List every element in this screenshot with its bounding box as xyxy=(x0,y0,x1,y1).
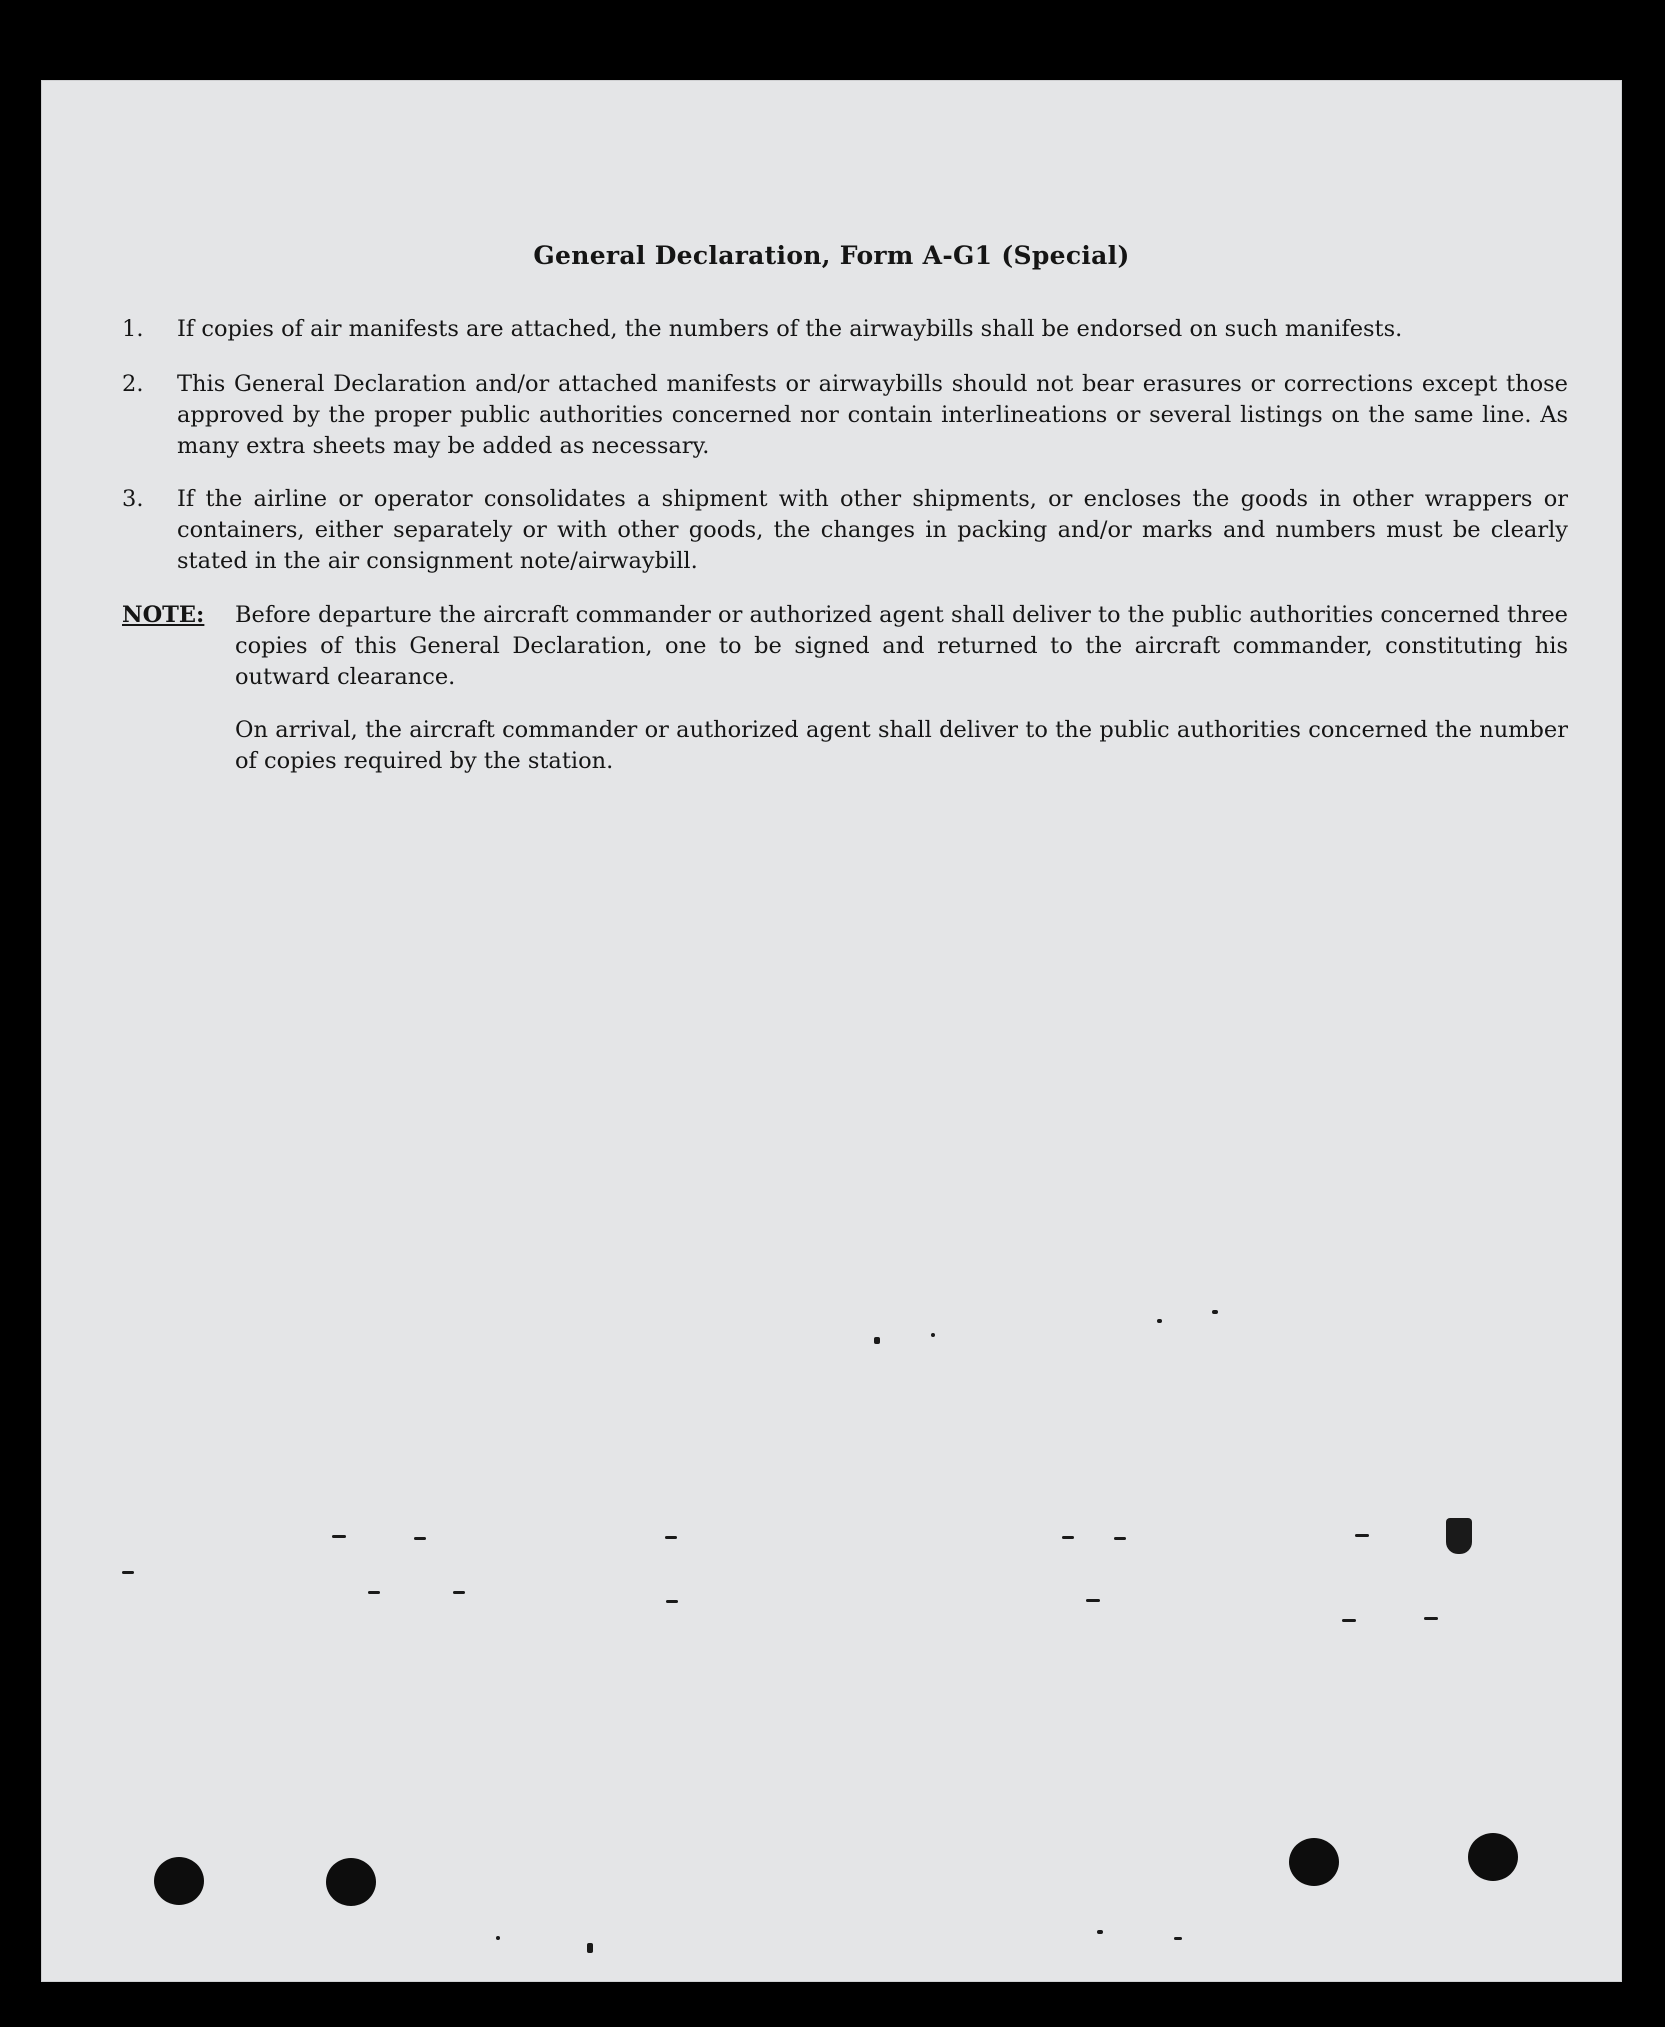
speck xyxy=(332,1535,346,1538)
speck xyxy=(1157,1319,1162,1323)
punch-hole xyxy=(1468,1833,1518,1881)
item-text: If the airline or operator consolidates a shipment with other shipments, or encloses the goods in other wrappers or containers, either separately or with other goods, the changes in packing and/or marks and numbers must be clearly stated in the air consignment note/airwaybill. xyxy=(177,486,1568,574)
speck xyxy=(453,1591,465,1594)
punch-hole xyxy=(326,1858,376,1906)
item-number: 1. xyxy=(122,316,144,342)
speck xyxy=(1355,1534,1369,1537)
item-text: If copies of air manifests are attached, the numbers of the airwaybills shall be endorsed on such manifests. xyxy=(177,316,1403,342)
instruction-item-1 xyxy=(122,314,1568,345)
note-section xyxy=(122,600,1568,693)
ink-blot xyxy=(1446,1518,1472,1554)
speck xyxy=(414,1537,426,1540)
speck xyxy=(931,1333,935,1337)
note-text: Before departure the aircraft commander or authorized agent shall deliver to the public authorities concerned three copies of this General Declaration, one to be signed and returned to the aircraft commander, constituting his outward clearance. xyxy=(235,602,1568,690)
punch-hole xyxy=(154,1857,204,1905)
speck xyxy=(1174,1937,1182,1940)
speck xyxy=(1342,1619,1356,1622)
speck xyxy=(122,1571,134,1574)
arrival-note: On arrival, the aircraft commander or authorized agent shall deliver to the public authorities concerned the number of copies required by the station. xyxy=(235,717,1568,774)
speck xyxy=(1114,1537,1126,1540)
speck xyxy=(874,1337,880,1344)
speck xyxy=(1062,1536,1074,1539)
item-text: This General Declaration and/or attached manifests or airwaybills should not bear erasures or corrections except those approved by the proper public authorities concerned nor contain interlineations or several listings on the same line. As many extra sheets may be added as necessary. xyxy=(177,371,1568,459)
speck xyxy=(1097,1930,1103,1934)
speck xyxy=(368,1591,380,1594)
speck xyxy=(496,1936,500,1940)
item-number: 3. xyxy=(122,486,144,512)
document-page xyxy=(41,80,1622,1982)
speck xyxy=(1424,1617,1438,1620)
instruction-item-3 xyxy=(122,484,1568,577)
item-number: 2. xyxy=(122,371,144,397)
speck xyxy=(1212,1310,1218,1314)
instruction-item-2 xyxy=(122,369,1568,462)
note-label: NOTE: xyxy=(122,602,205,628)
speck xyxy=(665,1536,677,1539)
speck xyxy=(666,1600,678,1603)
speck xyxy=(1086,1599,1100,1602)
punch-hole xyxy=(1289,1838,1339,1886)
document-title: General Declaration, Form A-G1 (Special) xyxy=(533,241,1130,270)
speck xyxy=(587,1943,593,1953)
